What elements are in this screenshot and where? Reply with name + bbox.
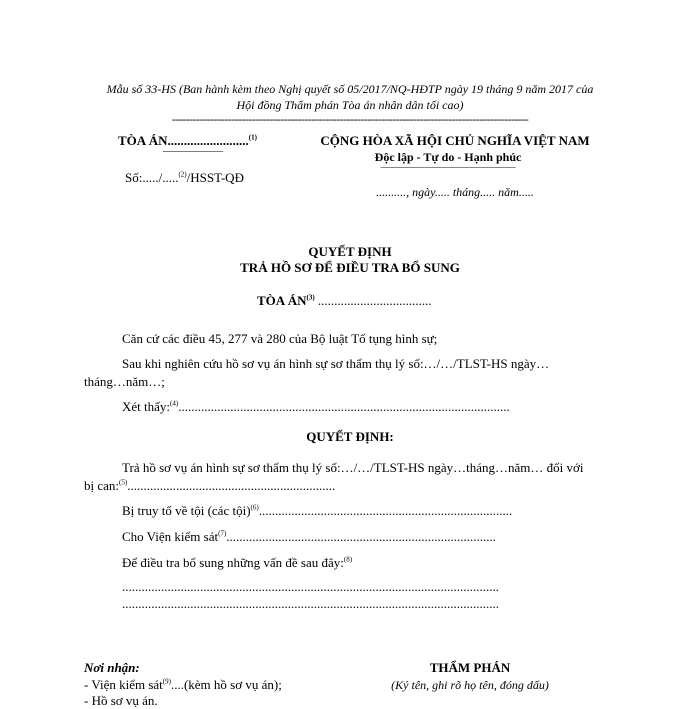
place-date-line: .........., ngày..... tháng..... năm..... bbox=[376, 185, 534, 199]
recipients-heading: Nơi nhận: bbox=[84, 660, 140, 675]
form-reference-line1: Mẫu số 33-HS (Ban hành kèm theo Nghị quyết số 05/2017/NQ-HĐTP ngày 19 tháng 9 năm 2017 của bbox=[106, 82, 594, 96]
footnote-6: (6) bbox=[250, 503, 259, 512]
footnote-5: (5) bbox=[119, 478, 128, 487]
return-line-1: Trả hồ sơ vụ án hình sự sơ thẩm thụ lý số:…/…/TLST-HS ngày…tháng…năm… đối với bbox=[122, 460, 584, 475]
investigate-dots-1: .................................................................................................................... bbox=[122, 579, 499, 594]
recipient-procuracy-note: ....(kèm hồ sơ vụ án); bbox=[170, 677, 282, 692]
decision-number-suffix: /HSST-QĐ bbox=[186, 170, 244, 185]
procuracy-line bbox=[122, 529, 496, 545]
national-motto: Độc lập - Tự do - Hạnh phúc bbox=[374, 150, 522, 164]
document-subtitle: TRẢ HỒ SƠ ĐỂ ĐIỀU TRA BỔ SUNG bbox=[240, 260, 460, 275]
form-reference-line2: Hội đồng Thẩm phán Tòa án nhân dân tối cao) bbox=[236, 98, 464, 112]
issuing-court-dots: ................................... bbox=[314, 293, 432, 308]
consider-dots: ...................................................................................................... bbox=[178, 399, 510, 414]
investigate-label: Để điều tra bổ sung những vấn đề sau đây: bbox=[122, 555, 344, 570]
motto-underline: ——————————————— bbox=[380, 162, 516, 172]
decision-number-prefix: Số:...../..... bbox=[125, 170, 179, 185]
recipient-procuracy-label: - Viện kiểm sát bbox=[84, 677, 163, 692]
footnote-1: (1) bbox=[248, 133, 257, 142]
document-title: QUYẾT ĐỊNH bbox=[308, 244, 392, 259]
footnote-8: (8) bbox=[343, 555, 353, 564]
footnote-9: (9) bbox=[162, 677, 171, 686]
return-line-2 bbox=[84, 478, 335, 494]
signature-instruction: (Ký tên, ghi rõ họ tên, đóng dấu) bbox=[391, 678, 549, 692]
charged-line bbox=[122, 503, 512, 519]
procuracy-label: Cho Viện kiểm sát bbox=[122, 529, 219, 544]
decision-number bbox=[125, 170, 244, 186]
defendant-dots: ................................................................ bbox=[127, 478, 336, 493]
investigate-dots-2: .................................................................................................................... bbox=[122, 596, 499, 611]
study-line-2: tháng…năm…; bbox=[84, 374, 165, 389]
issuing-court-label: TÒA ÁN bbox=[257, 293, 307, 308]
footnote-4: (4) bbox=[170, 399, 179, 408]
investigate-line bbox=[122, 555, 352, 571]
consider-line bbox=[122, 399, 510, 415]
signature-title: THẨM PHÁN bbox=[429, 660, 511, 675]
legal-basis: Căn cứ các điều 45, 277 và 280 của Bộ luật Tố tụng hình sự; bbox=[122, 331, 438, 346]
recipient-item-procuracy bbox=[84, 677, 282, 693]
issuing-court-line bbox=[257, 293, 432, 309]
footnote-2: (2) bbox=[178, 170, 187, 179]
footnote-3: (3) bbox=[306, 293, 315, 302]
recipient-item-case-file: - Hồ sơ vụ án. bbox=[84, 693, 158, 708]
procuracy-dots: ................................................................................... bbox=[226, 529, 497, 544]
charged-dots: .............................................................................. bbox=[258, 503, 513, 518]
charged-label: Bị truy tố về tội (các tội) bbox=[122, 503, 251, 518]
defendant-label: bị can: bbox=[84, 478, 120, 493]
national-title: CỘNG HÒA XÃ HỘI CHỦ NGHĨA VIỆT NAM bbox=[320, 133, 590, 148]
footnote-7: (7) bbox=[218, 529, 227, 538]
court-underline: —————— bbox=[163, 146, 223, 157]
court-name-label: TÒA ÁN......................... bbox=[118, 133, 249, 148]
consider-label: Xét thấy: bbox=[122, 399, 171, 414]
study-line-1: Sau khi nghiên cứu hồ sơ vụ án hình sự sơ thẩm thụ lý số:…/…/TLST-HS ngày… bbox=[122, 356, 550, 371]
dashed-separator: ------------------------------------------------------------------------------------------------------ bbox=[171, 112, 529, 126]
decision-heading: QUYẾT ĐỊNH: bbox=[306, 429, 394, 444]
